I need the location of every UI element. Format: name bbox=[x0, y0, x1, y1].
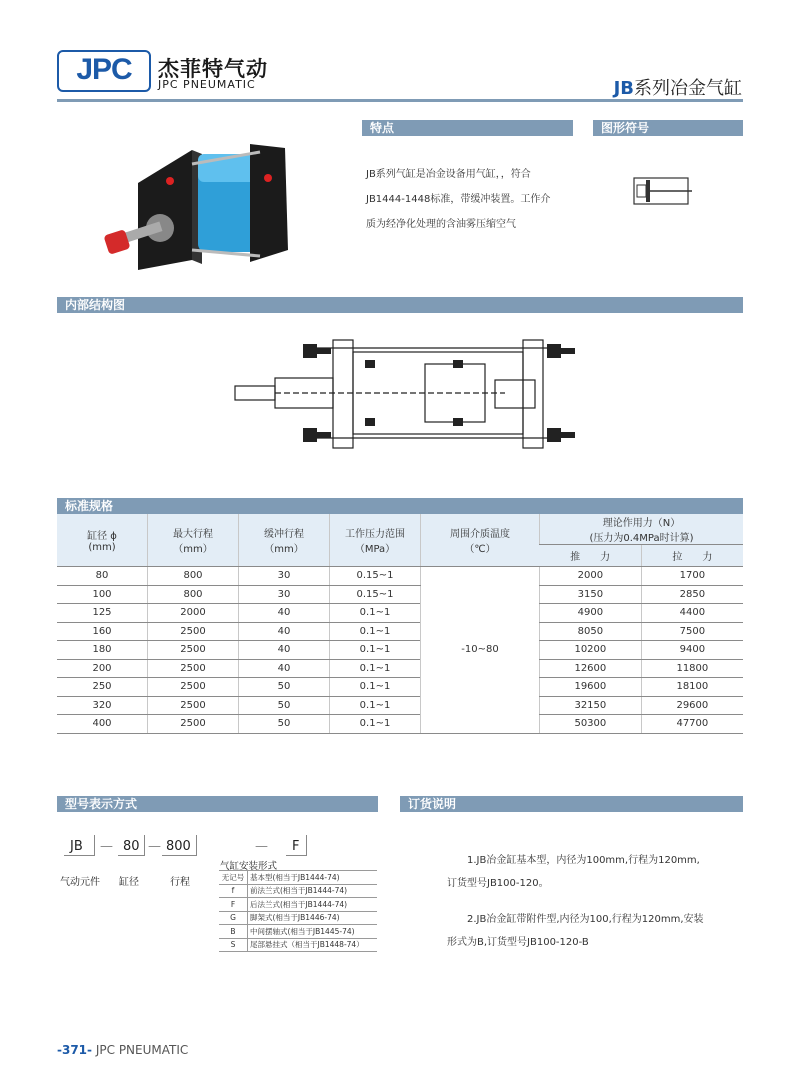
table-row bbox=[57, 641, 743, 660]
temp-cell: -10~80 bbox=[421, 567, 540, 734]
table-cell: 2500 bbox=[148, 622, 239, 641]
spec-table: 缸径 ϕ (mm) 最大行程 （mm） 缓冲行程 （mm） 工作压力范围 （MPa） 周围介质温度 （℃） 理论作用力（N） (压力为0.4MPa时计算) 推 力 拉 力 80 800 30 0.15~1 -10~80 2000 1700 100 800 30 0.15~1 3150 2850 125 2000 40 0.1~1 4900 4400 160 2500 40 0.1~1 8050 7500 180 2500 40 0.1~1 10200 9400 200 2500 40 0.1~1 12600 11800 250 2500 50 0.1~1 19600 18100 320 2500 50 0.1~1 32150 29600 400 2500 50 0.1~1 50300 47700 bbox=[57, 514, 743, 734]
table-cell: 4400 bbox=[641, 604, 743, 623]
table-cell: 320 bbox=[57, 696, 148, 715]
table-cell: 40 bbox=[239, 604, 330, 623]
model-sep: — bbox=[100, 839, 113, 854]
model-sep: — bbox=[255, 839, 268, 854]
model-label-stroke: 行程 bbox=[170, 877, 190, 888]
table-cell: 29600 bbox=[641, 696, 743, 715]
structure-drawing bbox=[225, 330, 580, 455]
model-box-mount bbox=[286, 835, 307, 856]
model-part-stroke: 800 bbox=[166, 839, 191, 854]
table-cell: 40 bbox=[239, 622, 330, 641]
table-cell: 0.1~1 bbox=[330, 604, 421, 623]
table-row bbox=[57, 715, 743, 734]
table-cell: 0.1~1 bbox=[330, 715, 421, 734]
table-cell: 19600 bbox=[540, 678, 642, 697]
mount-code: F bbox=[219, 898, 248, 912]
mount-desc: 基本型(相当于JB1444-74) bbox=[248, 871, 378, 884]
table-cell: 160 bbox=[57, 622, 148, 641]
table-cell: 47700 bbox=[641, 715, 743, 734]
mount-row bbox=[219, 898, 377, 912]
table-cell: 400 bbox=[57, 715, 148, 734]
table-cell: 18100 bbox=[641, 678, 743, 697]
table-cell: 30 bbox=[239, 567, 330, 586]
table-cell: 10200 bbox=[540, 641, 642, 660]
mount-row bbox=[219, 871, 377, 884]
section-features: 特点 bbox=[362, 120, 573, 136]
model-part-mount: F bbox=[292, 839, 300, 854]
section-model: 型号表示方式 bbox=[57, 796, 378, 812]
table-cell: 2500 bbox=[148, 659, 239, 678]
mount-table bbox=[219, 871, 377, 952]
table-row bbox=[57, 604, 743, 623]
mount-code: S bbox=[219, 938, 248, 952]
model-box-series bbox=[64, 835, 95, 856]
table-cell: 0.15~1 bbox=[330, 567, 421, 586]
table-cell: 0.15~1 bbox=[330, 585, 421, 604]
mount-code: f bbox=[219, 884, 248, 898]
order-item-2: 2.JB冶金缸带附件型,内径为100,行程为120mm,安装 形式为B,订货型号JB100-120-B bbox=[447, 914, 704, 948]
brand-name-en: JPC PNEUMATIC bbox=[158, 78, 256, 91]
table-cell: 50300 bbox=[540, 715, 642, 734]
table-cell: 2000 bbox=[540, 567, 642, 586]
mount-title: 气缸安装形式 bbox=[220, 861, 278, 872]
table-cell: 800 bbox=[148, 585, 239, 604]
table-cell: 2000 bbox=[148, 604, 239, 623]
table-row bbox=[57, 567, 743, 586]
model-sep: — bbox=[148, 839, 161, 854]
table-cell: 2850 bbox=[641, 585, 743, 604]
model-box-stroke bbox=[162, 835, 197, 856]
table-cell: 40 bbox=[239, 641, 330, 660]
section-symbol: 图形符号 bbox=[593, 120, 743, 136]
table-cell: 125 bbox=[57, 604, 148, 623]
table-cell: 0.1~1 bbox=[330, 678, 421, 697]
table-cell: 80 bbox=[57, 567, 148, 586]
table-cell: 50 bbox=[239, 678, 330, 697]
page-footer bbox=[57, 1043, 188, 1057]
table-cell: 4900 bbox=[540, 604, 642, 623]
table-row bbox=[57, 585, 743, 604]
table-row bbox=[57, 696, 743, 715]
table-cell: 3150 bbox=[540, 585, 642, 604]
table-cell: 11800 bbox=[641, 659, 743, 678]
table-cell: 200 bbox=[57, 659, 148, 678]
jpc-logo: JPC bbox=[57, 50, 151, 92]
table-cell: 50 bbox=[239, 696, 330, 715]
section-order: 订货说明 bbox=[400, 796, 743, 812]
table-cell: 2500 bbox=[148, 715, 239, 734]
model-label-series: 气动元件 bbox=[60, 877, 100, 888]
table-cell: 9400 bbox=[641, 641, 743, 660]
table-cell: 250 bbox=[57, 678, 148, 697]
table-row bbox=[57, 659, 743, 678]
mount-desc: 后法兰式(相当于JB1444-74) bbox=[248, 898, 378, 912]
mount-desc: 尾部悬挂式（相当于JB1448-74） bbox=[248, 938, 378, 952]
model-part-bore: 80 bbox=[123, 839, 140, 854]
table-row bbox=[57, 678, 743, 697]
mount-row bbox=[219, 938, 377, 952]
footer-brand: JPC PNEUMATIC bbox=[95, 1043, 189, 1057]
cylinder-symbol bbox=[630, 172, 692, 210]
table-cell: 7500 bbox=[641, 622, 743, 641]
table-cell: 800 bbox=[148, 567, 239, 586]
table-cell: 40 bbox=[239, 659, 330, 678]
mount-code: B bbox=[219, 925, 248, 939]
mount-code: G bbox=[219, 911, 248, 925]
page-number: -371- bbox=[57, 1043, 93, 1057]
order-item-1: 1.JB冶金缸基本型，内径为100mm,行程为120mm, 订货型号JB100-120。 bbox=[447, 855, 700, 889]
cylinder-photo bbox=[100, 138, 300, 278]
table-cell: 32150 bbox=[540, 696, 642, 715]
page-title: JB系列冶金气缸 bbox=[613, 78, 742, 99]
table-cell: 0.1~1 bbox=[330, 641, 421, 660]
table-cell: 0.1~1 bbox=[330, 622, 421, 641]
table-cell: 2500 bbox=[148, 678, 239, 697]
table-cell: 8050 bbox=[540, 622, 642, 641]
table-cell: 30 bbox=[239, 585, 330, 604]
mount-row bbox=[219, 884, 377, 898]
mount-code: 无记号 bbox=[219, 871, 248, 884]
model-box-bore bbox=[118, 835, 145, 856]
table-cell: 2500 bbox=[148, 641, 239, 660]
model-part-series: JB bbox=[70, 839, 83, 854]
table-row bbox=[57, 622, 743, 641]
table-cell: 0.1~1 bbox=[330, 659, 421, 678]
features-text: JB系列气缸是冶金设备用气缸，，符合 JB1444-1448标准，带缓冲装置。工作介 质为经净化处理的含油雾压缩空气 bbox=[366, 169, 551, 230]
section-structure: 内部结构图 bbox=[57, 297, 743, 313]
mount-desc: 脚架式(相当于JB1446-74) bbox=[248, 911, 378, 925]
table-cell: 180 bbox=[57, 641, 148, 660]
mount-row bbox=[219, 925, 377, 939]
table-cell: 50 bbox=[239, 715, 330, 734]
section-spec: 标准规格 bbox=[57, 498, 743, 514]
brand-name-cn: 杰菲特气动 bbox=[158, 57, 268, 81]
mount-row bbox=[219, 911, 377, 925]
table-cell: 1700 bbox=[641, 567, 743, 586]
model-label-bore: 缸径 bbox=[119, 877, 139, 888]
table-cell: 2500 bbox=[148, 696, 239, 715]
table-cell: 100 bbox=[57, 585, 148, 604]
mount-desc: 中间摆轴式(相当于JB1445-74) bbox=[248, 925, 378, 939]
table-cell: 12600 bbox=[540, 659, 642, 678]
table-cell: 0.1~1 bbox=[330, 696, 421, 715]
mount-desc: 前法兰式(相当于JB1444-74) bbox=[248, 884, 378, 898]
header-divider bbox=[57, 99, 743, 102]
